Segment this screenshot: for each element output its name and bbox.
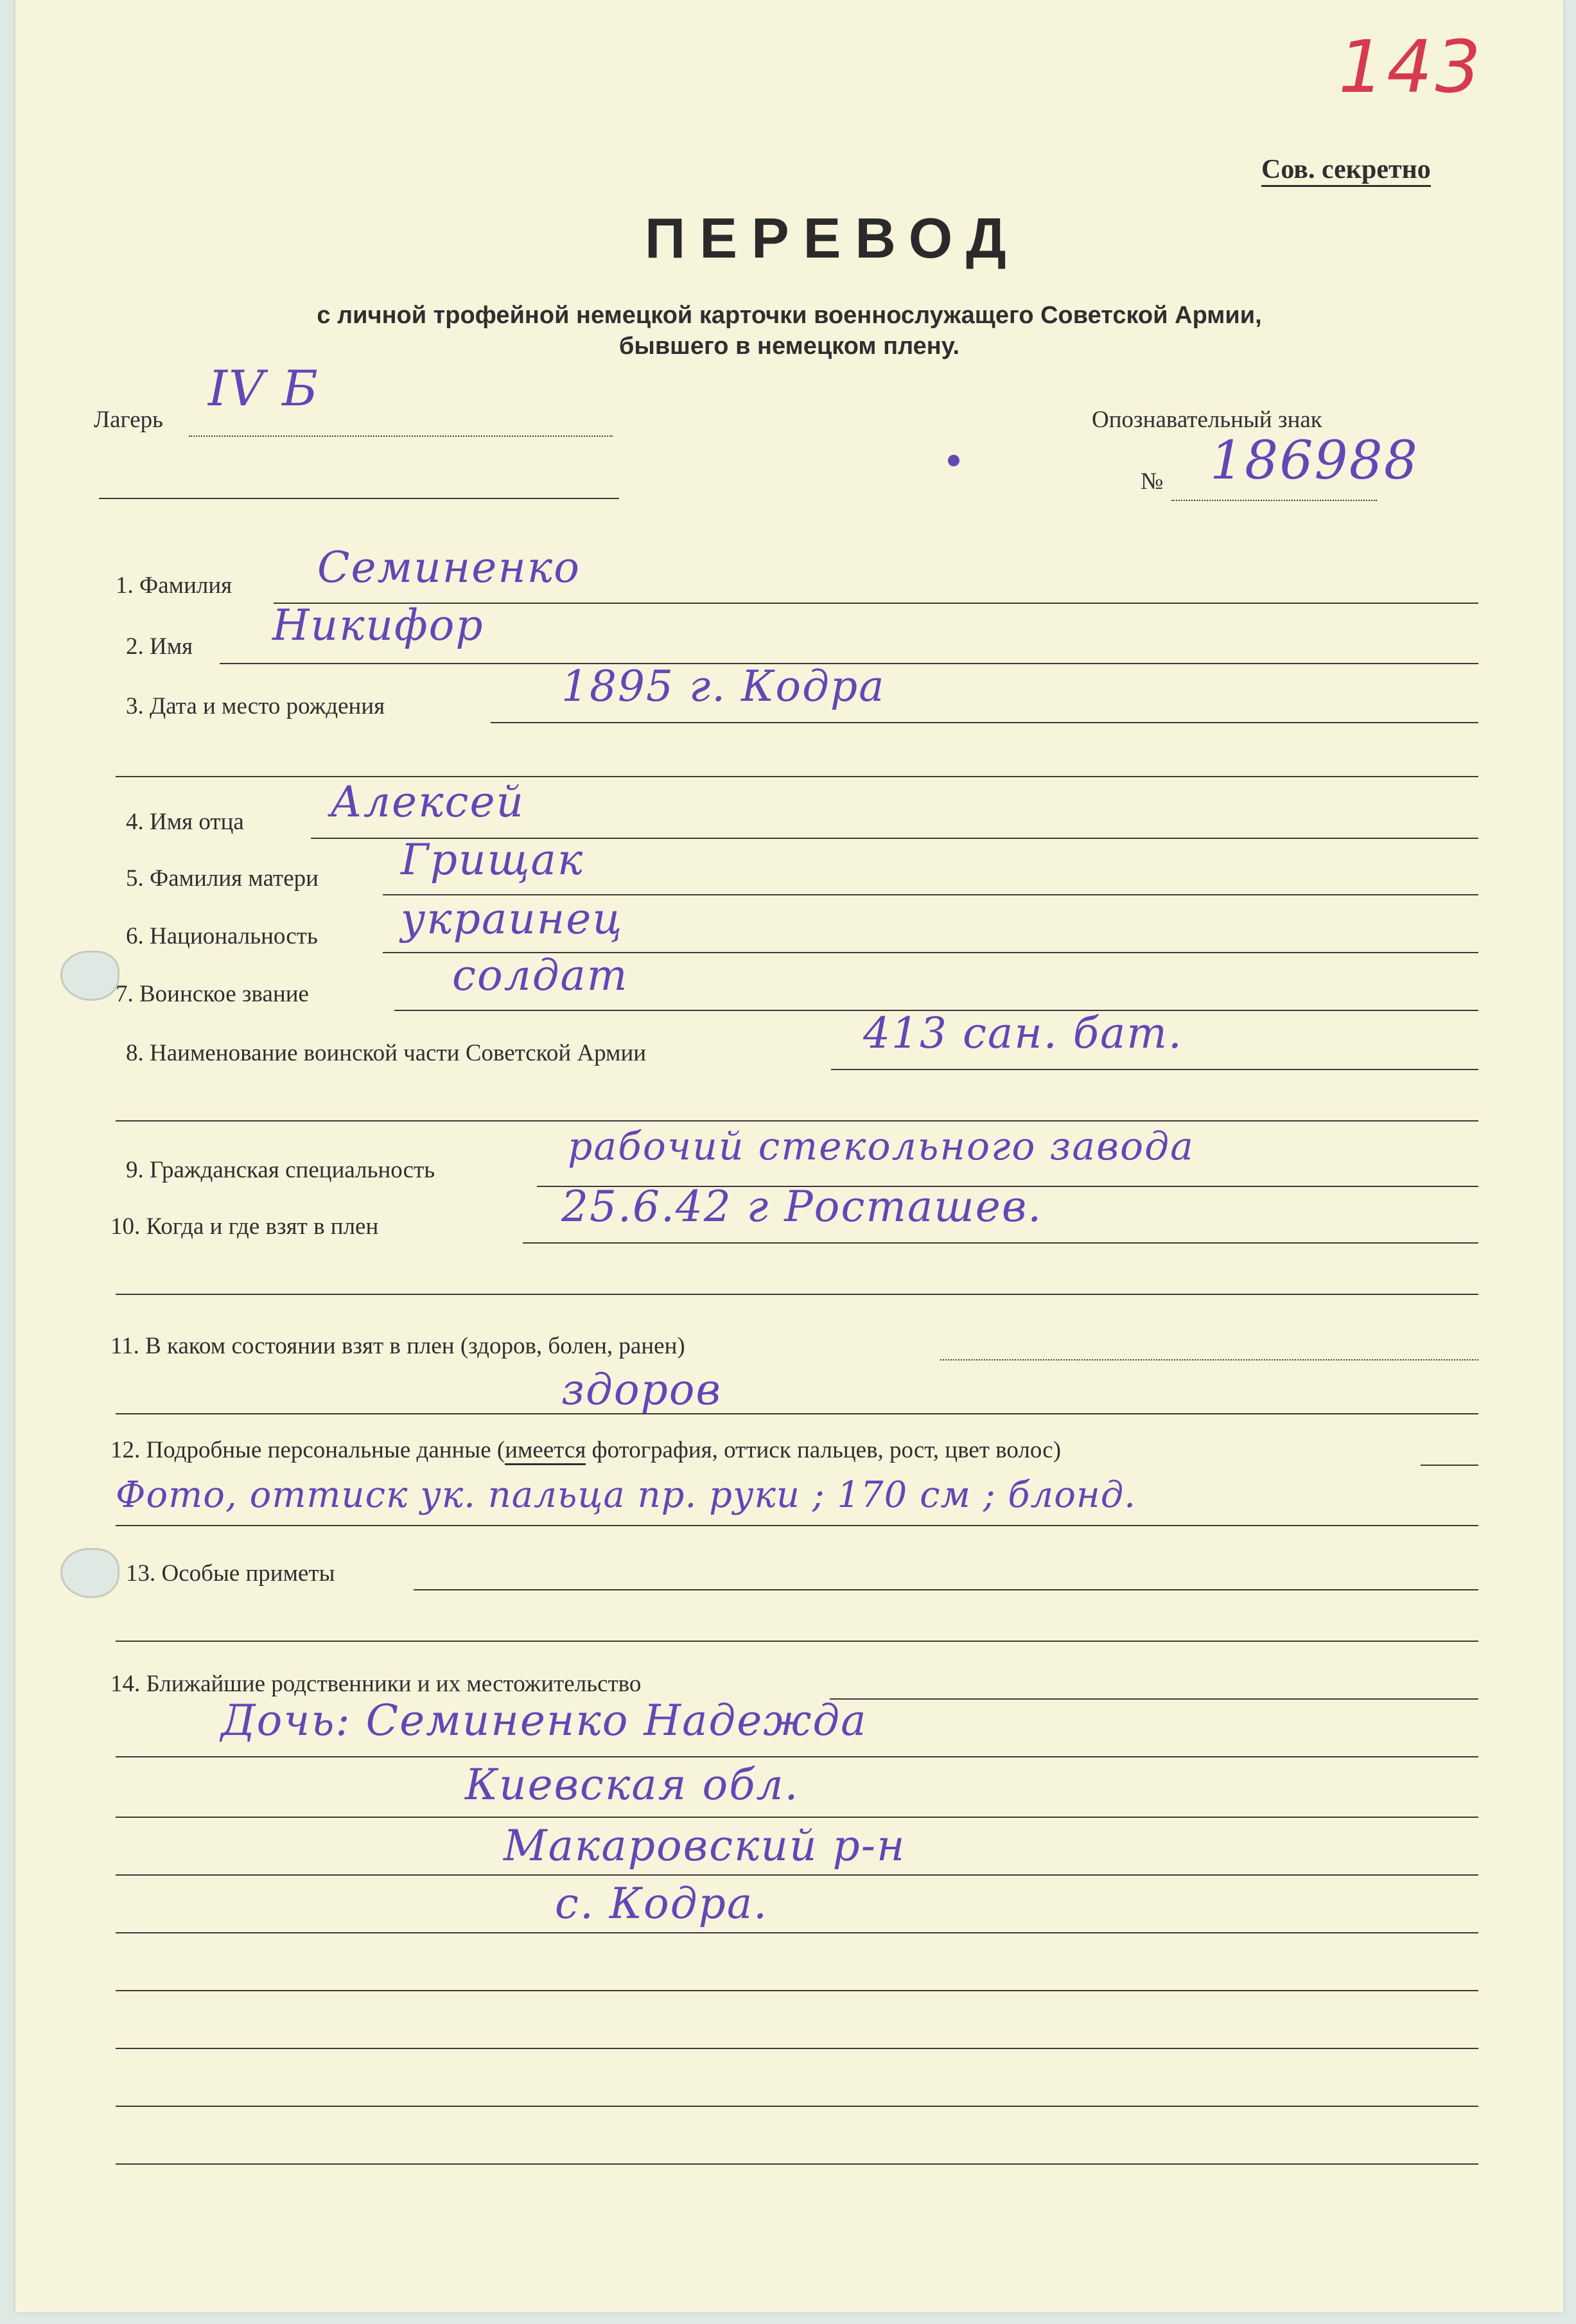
punch-hole-bottom: [60, 1548, 119, 1598]
surname-label: 1. Фамилия: [116, 572, 232, 599]
unit-value: 413 сан. бат.: [863, 1008, 1183, 1058]
punch-hole-top: [60, 951, 119, 1001]
capture-line-2: [116, 1294, 1478, 1295]
first-name-value: Никифор: [272, 601, 484, 650]
rank-label: 7. Воинское звание: [116, 981, 309, 1007]
camp-second-line: [99, 498, 619, 499]
relatives-line-8: [116, 2106, 1478, 2107]
camp-line: [189, 436, 613, 437]
relatives-line-3: [116, 1817, 1478, 1818]
personal-data-line-2: [116, 1525, 1478, 1526]
ink-dot: [948, 455, 959, 466]
nationality-value: украинец: [401, 894, 624, 944]
condition-line: [940, 1359, 1478, 1360]
classification-stamp: Сов. секретно: [1261, 154, 1431, 187]
condition-label: 11. В каком состоянии взят в плен (здоров, болен, ранен): [110, 1333, 685, 1359]
civil-specialty-value: рабочий стекольного завода: [568, 1124, 1195, 1169]
father-name-label: 4. Имя отца: [126, 809, 244, 835]
personal-data-label-prefix: 12. Подробные персональные данные (: [110, 1437, 505, 1463]
relatives-value-line-2: Киевская обл.: [465, 1760, 800, 1809]
civil-specialty-label: 9. Гражданская специальность: [126, 1157, 435, 1183]
camp-label: Лагерь: [94, 407, 164, 433]
birth-line-2: [116, 776, 1478, 777]
capture-label: 10. Когда и где взят в плен: [110, 1213, 379, 1240]
first-name-label: 2. Имя: [126, 633, 193, 660]
relatives-line-5: [116, 1932, 1478, 1933]
mother-surname-value: Грищак: [401, 835, 584, 885]
personal-data-label: [110, 1436, 1061, 1464]
condition-value: здоров: [561, 1365, 722, 1414]
personal-data-line: [1421, 1465, 1478, 1466]
mother-surname-label: 5. Фамилия матери: [126, 865, 319, 892]
birth-label: 3. Дата и место рождения: [126, 693, 385, 719]
id-tag-value: 186988: [1210, 430, 1419, 491]
relatives-line: [830, 1698, 1478, 1700]
unit-line-2: [116, 1120, 1478, 1122]
subtitle-line-2: бывшего в немецком плену.: [618, 333, 960, 360]
document-page: [15, 0, 1563, 2312]
unit-line: [831, 1069, 1478, 1070]
subtitle-line-1: с личной трофейной немецкой карточки военнослужащего Советской Армии,: [317, 302, 1262, 329]
page-number: 143: [1338, 26, 1484, 109]
personal-data-label-emphasis: имеется: [505, 1437, 586, 1465]
relatives-line-6: [116, 1990, 1478, 1991]
nationality-label: 6. Национальность: [126, 923, 318, 949]
relatives-line-2: [116, 1756, 1478, 1757]
special-marks-label: 13. Особые приметы: [126, 1560, 335, 1587]
relatives-value-line-3: Макаровский р-н: [503, 1821, 906, 1871]
unit-label: 8. Наименование воинской части Советской Армии: [126, 1040, 647, 1066]
relatives-label: 14. Ближайшие родственники и их местожительство: [110, 1671, 642, 1697]
relatives-line-4: [116, 1874, 1478, 1876]
relatives-value-line-4: с. Кодра.: [555, 1879, 769, 1928]
rank-value: солдат: [452, 951, 629, 1000]
personal-data-value: Фото, оттиск ук. пальца пр. руки ; 170 см ; блонд.: [116, 1474, 1137, 1516]
surname-value: Семиненко: [317, 543, 581, 592]
relatives-value-line-1: Дочь: Семиненко Надежда: [221, 1696, 868, 1745]
id-tag-line: [1171, 500, 1377, 501]
condition-line-2: [116, 1413, 1478, 1414]
relatives-line-9: [116, 2163, 1478, 2165]
birth-value: 1895 г. Кодра: [561, 662, 886, 711]
birth-line: [491, 722, 1478, 723]
number-sign: №: [1141, 468, 1164, 495]
document-title: ПЕРЕВОД: [645, 206, 1020, 270]
special-marks-line-2: [116, 1641, 1478, 1642]
relatives-line-7: [116, 2048, 1478, 2049]
father-name-value: Алексей: [330, 777, 525, 827]
special-marks-line: [414, 1589, 1478, 1590]
personal-data-label-suffix: фотография, оттиск пальцев, рост, цвет волос): [586, 1437, 1062, 1463]
capture-line: [523, 1242, 1478, 1244]
capture-value: 25.6.42 г Росташев.: [561, 1182, 1043, 1231]
camp-value: IV Б: [208, 360, 319, 417]
id-tag-label: Опознавательный знак: [1092, 407, 1322, 433]
